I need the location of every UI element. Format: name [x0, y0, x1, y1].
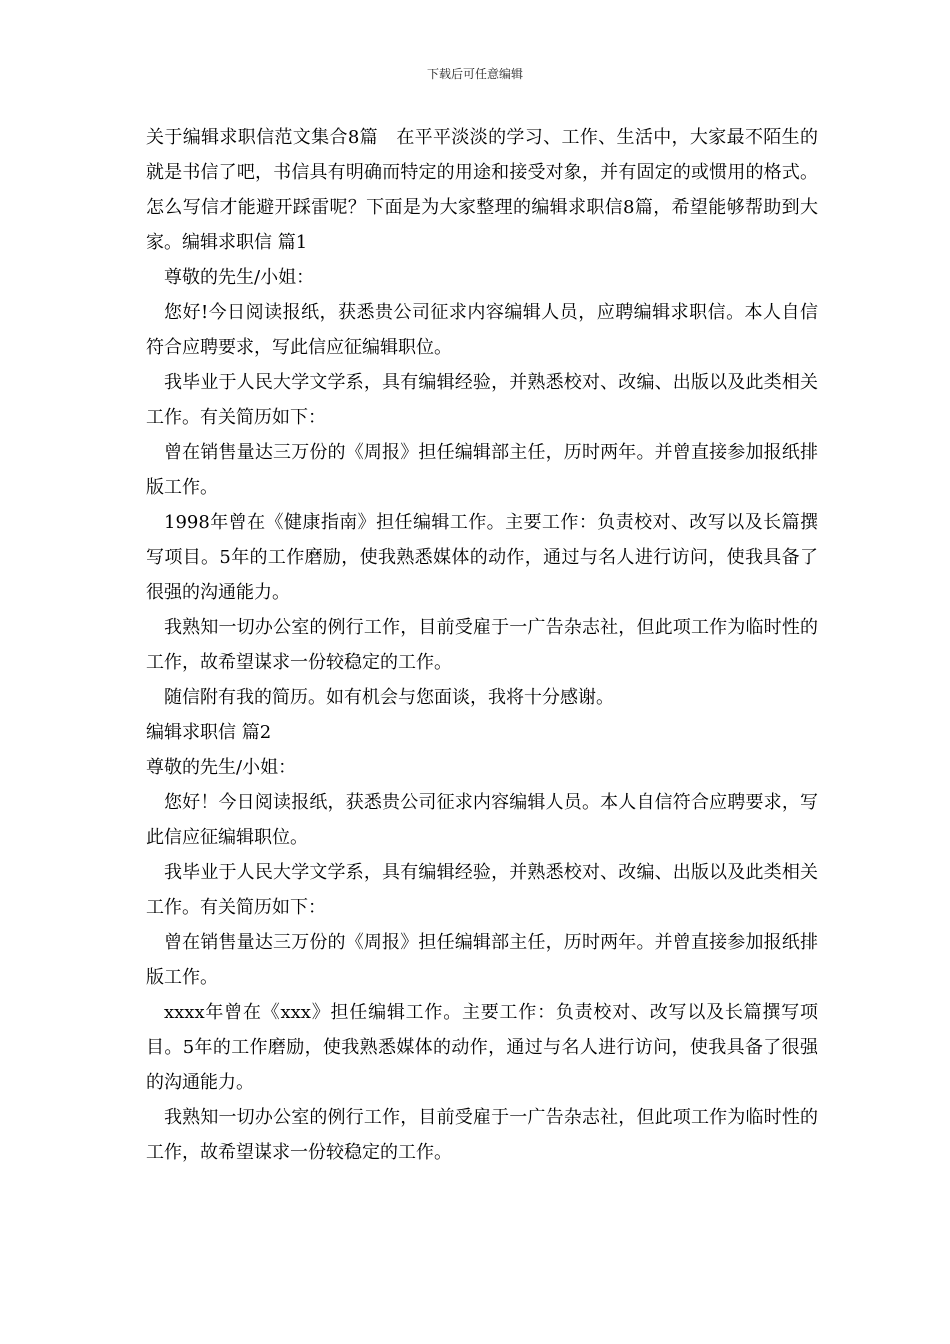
letter1-paragraph-5: 我熟知一切办公室的例行工作，目前受雇于一广告杂志社，但此项工作为临时性的工作，故希望谋求一份较稳定的工作。 [146, 617, 818, 673]
letter2-paragraph-1: 您好！今日阅读报纸，获悉贵公司征求内容编辑人员。本人自信符合应聘要求，写此信应征编辑职位。 [146, 792, 818, 848]
letter1-paragraph-3: 曾在销售量达三万份的《周报》担任编辑部主任，历时两年。并曾直接参加报纸排版工作。 [146, 442, 818, 498]
salutation-2: 尊敬的先生/小姐： [146, 757, 297, 778]
letter2-paragraph-2: 我毕业于人民大学文学系，具有编辑经验，并熟悉校对、改编、出版以及此类相关工作。有关简历如下： [146, 862, 818, 918]
letter1-paragraph-4: 1998年曾在《健康指南》担任编辑工作。主要工作：负责校对、改写以及长篇撰写项目。5年的工作磨励，使我熟悉媒体的动作，通过与名人进行访问，使我具备了很强的沟通能力。 [146, 512, 818, 603]
salutation-1: 尊敬的先生/小姐： [164, 267, 315, 288]
document-body [146, 120, 818, 1170]
intro-paragraph: 关于编辑求职信范文集合8篇 在平平淡淡的学习、工作、生活中，大家最不陌生的就是书信了吧，书信具有明确而特定的用途和接受对象，并有固定的或惯用的格式。怎么写信才能避开踩雷呢？下面是为大家整理的编辑求职信8篇，希望能够帮助到大家。编辑求职信 篇1 [146, 127, 818, 253]
letter2-paragraph-5: 我熟知一切办公室的例行工作，目前受雇于一广告杂志社，但此项工作为临时性的工作，故希望谋求一份较稳定的工作。 [146, 1107, 818, 1163]
letter2-paragraph-3: 曾在销售量达三万份的《周报》担任编辑部主任，历时两年。并曾直接参加报纸排版工作。 [146, 932, 818, 988]
letter2-paragraph-4: xxxx年曾在《xxx》担任编辑工作。主要工作：负责校对、改写以及长篇撰写项目。5年的工作磨励，使我熟悉媒体的动作，通过与名人进行访问，使我具备了很强的沟通能力。 [146, 1002, 818, 1093]
letter1-paragraph-6: 随信附有我的简历。如有机会与您面谈，我将十分感谢。 [164, 687, 614, 708]
letter1-paragraph-2: 我毕业于人民大学文学系，具有编辑经验，并熟悉校对、改编、出版以及此类相关工作。有关简历如下： [146, 372, 818, 428]
section-heading-2: 编辑求职信 篇2 [146, 722, 272, 743]
page-header: 下载后可任意编辑 [426, 67, 523, 81]
letter1-paragraph-1: 您好!今日阅读报纸，获悉贵公司征求内容编辑人员，应聘编辑求职信。本人自信符合应聘要求，写此信应征编辑职位。 [146, 302, 818, 358]
